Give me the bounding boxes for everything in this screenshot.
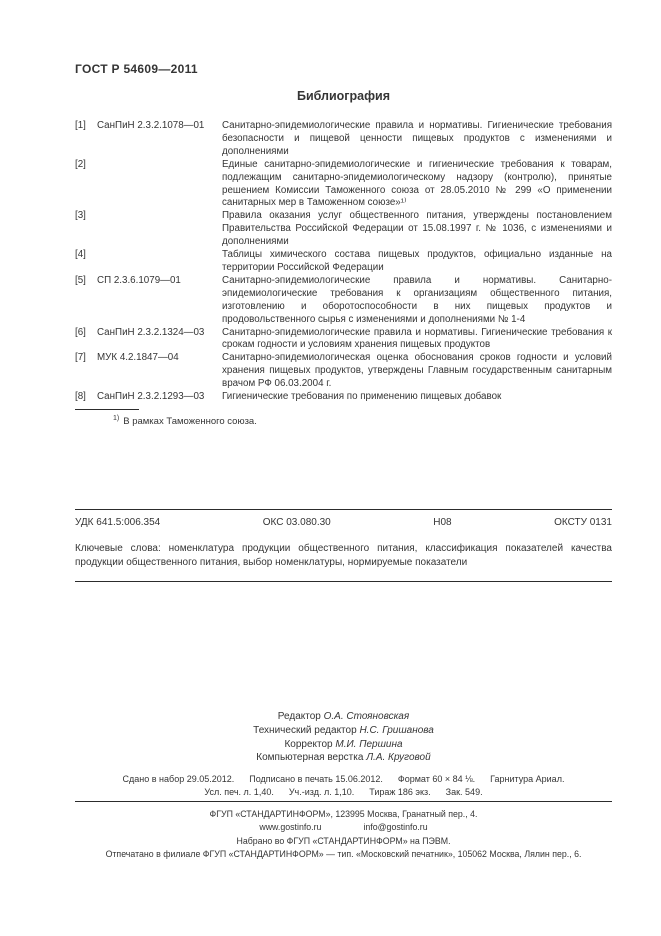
bibliography-entry bbox=[75, 210, 612, 249]
editor-line bbox=[75, 738, 612, 752]
entry-number: [1] bbox=[75, 120, 86, 131]
entry-reference bbox=[97, 210, 222, 249]
entry-description: Таблицы химического состава пищевых продуктов, официально изданные на территории Российской Федерации bbox=[222, 249, 612, 273]
footnote-divider bbox=[75, 409, 139, 410]
typeset-line: Набрано во ФГУП «СТАНДАРТИНФОРМ» на ПЭВМ. bbox=[236, 835, 451, 846]
entry-description: Санитарно-эпидемиологические правила и нормативы. Гигиенические требования к срокам годности и условиям хранения пищевых продуктов bbox=[222, 326, 612, 351]
editor-name: О.А. Стояновская bbox=[323, 711, 410, 723]
keywords-paragraph: Ключевые слова: номенклатура продукции общественного питания, классификация показателей качества продукции общественного питания, выбор номенклатуры, нормируемые показатели bbox=[75, 543, 612, 568]
imprint-format: Формат 60 × 84 ⅛. bbox=[397, 774, 476, 785]
entry-label bbox=[75, 327, 222, 353]
bibliography-entry bbox=[75, 159, 612, 211]
imprint-uch: Уч.-изд. л. 1,10. bbox=[288, 787, 355, 798]
footnote-text: В рамках Таможенного союза. bbox=[123, 416, 257, 428]
bibliography-entry bbox=[75, 391, 612, 404]
entry-label bbox=[75, 249, 222, 275]
publisher-footer bbox=[75, 808, 612, 861]
imprint-line-1 bbox=[75, 773, 612, 786]
imprint-block bbox=[75, 773, 612, 799]
bibliography-entry bbox=[75, 120, 612, 159]
entry-reference bbox=[97, 249, 222, 275]
website-link: www.gostinfo.ru bbox=[259, 822, 322, 833]
imprint-usl: Усл. печ. л. 1,40. bbox=[204, 787, 274, 798]
bibliography-entry bbox=[75, 249, 612, 275]
entry-label bbox=[75, 275, 222, 327]
entry-label bbox=[75, 210, 222, 249]
divider bbox=[75, 509, 612, 510]
entry-number: [7] bbox=[75, 352, 86, 364]
editor-name: М.И. Першина bbox=[335, 738, 403, 750]
entry-reference: СанПиН 2.3.2.1078—01 bbox=[97, 120, 205, 131]
class-code: Н08 bbox=[433, 517, 452, 529]
bibliography-entry bbox=[75, 352, 612, 391]
section-title: Библиография bbox=[296, 89, 391, 103]
imprint-garnitura: Гарнитура Ариал. bbox=[490, 774, 565, 785]
entry-number: [2] bbox=[75, 158, 86, 170]
doc-number: ГОСТ Р 54609—2011 bbox=[75, 62, 198, 76]
editor-role: Корректор bbox=[284, 738, 333, 750]
editor-name: Л.А. Круговой bbox=[366, 752, 431, 764]
contacts-line bbox=[75, 821, 612, 834]
email-link: info@gostinfo.ru bbox=[363, 822, 428, 833]
entry-label bbox=[75, 120, 222, 159]
editor-role: Технический редактор bbox=[253, 724, 357, 736]
imprint-podpisano: Подписано в печать 15.06.2012. bbox=[249, 774, 383, 785]
entry-reference: СанПиН 2.3.2.1324—03 bbox=[97, 326, 205, 338]
classification-row bbox=[75, 517, 612, 528]
imprint-zak: Зак. 549. bbox=[445, 787, 483, 798]
entry-number: [6] bbox=[75, 326, 86, 338]
entry-description: Санитарно-эпидемиологические правила и нормативы. Санитарно-эпидемиологические требования к организациям общественного питания, изготовлению и оборотоспособности в них пищевых продуктов и продовольственного сырья с изменениями и дополнениями № 1-4 bbox=[222, 274, 612, 325]
entry-number: [5] bbox=[75, 274, 86, 286]
oks-code: ОКС 03.080.30 bbox=[262, 517, 331, 529]
printed-line: Отпечатано в филиале ФГУП «СТАНДАРТИНФОРМ» — тип. «Московский печатник», 105062 Москва, Лялин пер., 6. bbox=[105, 848, 582, 859]
bibliography-entry bbox=[75, 327, 612, 353]
editor-line bbox=[75, 710, 612, 724]
bibliography-entry bbox=[75, 275, 612, 327]
imprint-tirazh: Тираж 186 экз. bbox=[369, 787, 431, 798]
editors-block bbox=[75, 710, 612, 765]
editor-line bbox=[75, 751, 612, 765]
entry-description: Санитарно-эпидемиологическая оценка обоснования сроков годности и условий хранения пищевых продуктов, утверждены Главным государственным санитарным врачом РФ 06.03.2004 г. bbox=[222, 352, 612, 390]
editor-role: Компьютерная верстка bbox=[256, 752, 364, 764]
udk-code: УДК 641.5:006.354 bbox=[75, 517, 161, 529]
divider bbox=[75, 801, 612, 802]
imprint-line-2 bbox=[75, 786, 612, 799]
entry-label bbox=[75, 391, 222, 404]
bibliography-list bbox=[75, 120, 612, 404]
footnote-line bbox=[75, 413, 612, 428]
entry-description: Санитарно-эпидемиологические правила и нормативы. Гигиенические требования безопасности и пищевой ценности пищевых продуктов с изменениями и дополнениями bbox=[222, 120, 612, 157]
entry-number: [4] bbox=[75, 249, 86, 261]
entry-reference: МУК 4.2.1847—04 bbox=[97, 352, 179, 364]
entry-number: [8] bbox=[75, 391, 86, 403]
entry-reference: СП 2.3.6.1079—01 bbox=[97, 274, 181, 286]
editor-line bbox=[75, 724, 612, 738]
publisher-line: ФГУП «СТАНДАРТИНФОРМ», 123995 Москва, Гранатный пер., 4. bbox=[209, 809, 478, 820]
entry-reference bbox=[97, 159, 222, 211]
imprint-sdano: Сдано в набор 29.05.2012. bbox=[122, 774, 235, 785]
entry-description: Правила оказания услуг общественного питания, утверждены постановлением Правительства Российской Федерации от 15.08.1997 г. № 1036, с изменениями и дополнениями bbox=[222, 210, 612, 248]
entry-label bbox=[75, 159, 222, 211]
okstu-code: ОКСТУ 0131 bbox=[554, 517, 612, 529]
editor-role: Редактор bbox=[277, 711, 321, 723]
entry-description: Гигиенические требования по применению пищевых добавок bbox=[222, 391, 502, 403]
entry-description: Единые санитарно-эпидемиологические и гигиенические требования к товарам, подлежащим санитарно-эпидемиологическому надзору (контролю), принятые решением Комиссии Таможенного союза от 28.05.2010 № 299 «О применении санитарных мер в Таможенном союзе»¹⁾ bbox=[222, 158, 612, 209]
footnote-marker: 1) bbox=[113, 414, 120, 422]
divider bbox=[75, 581, 612, 582]
footnote bbox=[75, 409, 612, 428]
editor-name: Н.С. Гришанова bbox=[359, 724, 434, 736]
entry-number: [3] bbox=[75, 210, 86, 222]
entry-label bbox=[75, 352, 222, 391]
entry-reference: СанПиН 2.3.2.1293—03 bbox=[97, 391, 205, 403]
